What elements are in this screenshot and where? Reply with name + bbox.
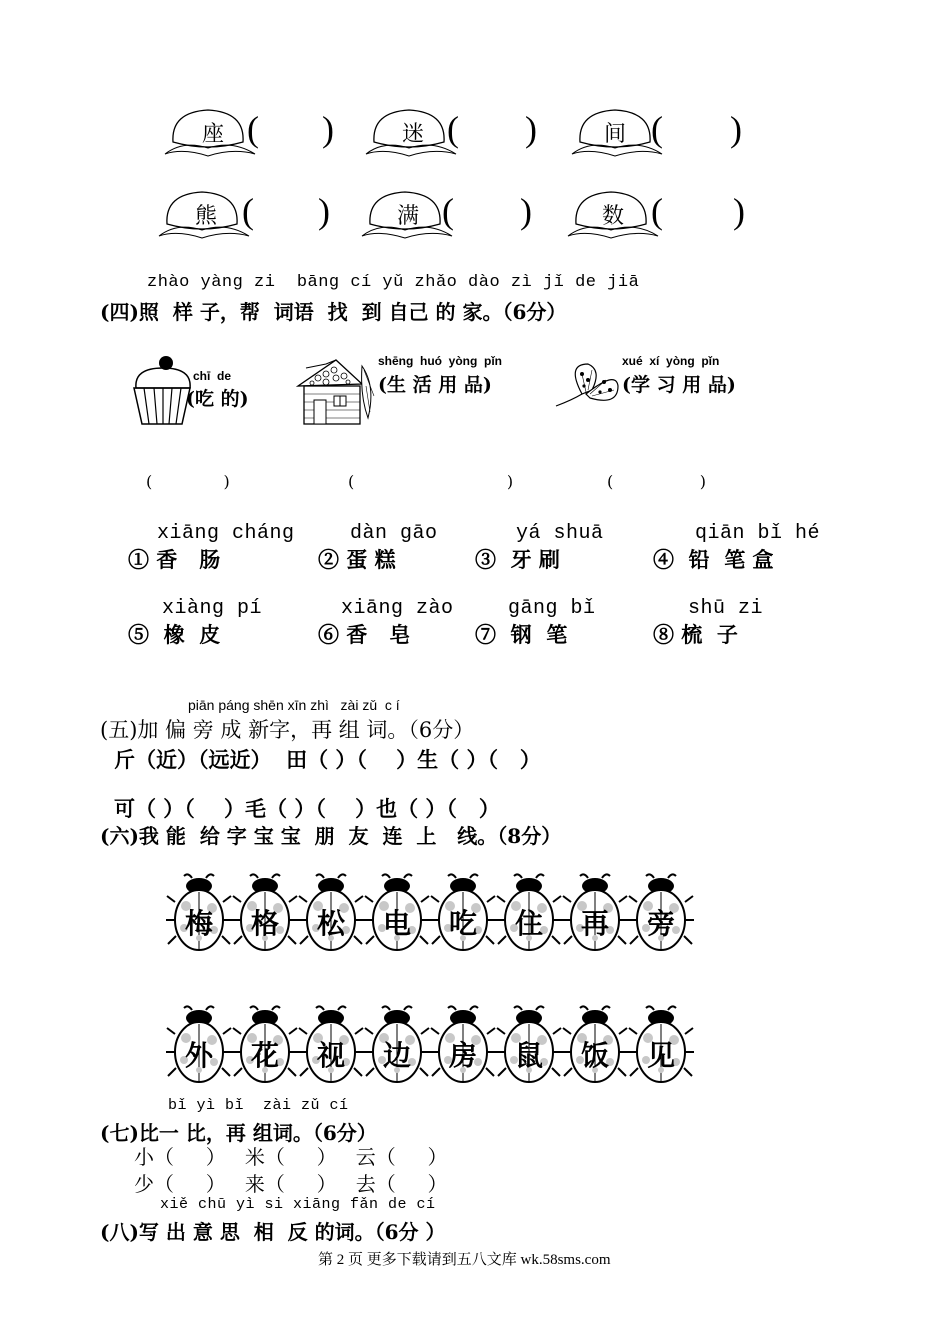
peach-char: 座 [201, 122, 224, 147]
section7-title: (七)比一 比，再 组词。（6分） [100, 1121, 377, 1145]
category-study: (学 习 用 品) [622, 374, 736, 396]
item-word: ⑧ 梳 子 [653, 622, 738, 647]
section5-title: (五)加 偏 旁 成 新字，再 组 词。（6分） [100, 718, 475, 742]
item-word: ② 蛋 糕 [318, 547, 396, 572]
section7-pinyin: bǐ yì bǐ zài zǔ cí [168, 1097, 349, 1114]
ladybug-char: 见 [646, 1039, 675, 1072]
item-word: ⑤ 橡 皮 [128, 622, 221, 647]
section5-row1: 斤（近）（远近） 田（ ）（ ）生（ ）（ ） [114, 747, 541, 772]
paren-open: ( [651, 109, 663, 149]
section8-pinyin: xiě chū yì si xiāng fǎn de cí [160, 1196, 436, 1213]
paren-open: ( [442, 191, 454, 231]
answer-blank-food[interactable]: ( ) [146, 472, 230, 491]
item-pinyin: xiàng pí [162, 597, 263, 620]
category-food-pinyin: chī de [193, 369, 232, 383]
peach-char: 迷 [401, 122, 424, 147]
section5-pinyin: piān páng shēn xīn zhì zài zǔ c í [188, 697, 400, 713]
ladybug-char: 吃 [448, 907, 477, 940]
item-word: ④ 铅 笔 盒 [653, 547, 774, 572]
category-daily: (生 活 用 品) [378, 374, 492, 396]
paren-open: ( [447, 109, 459, 149]
item-pinyin: xiāng cháng [157, 522, 295, 545]
answer-blank-daily[interactable]: ( ) [348, 472, 514, 491]
paren-close: ) [730, 109, 742, 149]
peach-char: 满 [396, 204, 419, 229]
item-word: ⑥ 香 皂 [318, 622, 411, 647]
answer-blank-study[interactable]: ( ) [607, 472, 706, 491]
section6-title: (六)我 能 给 字 宝 宝 朋 友 连 上 线。（8分） [100, 824, 562, 848]
section5-row2: 可（ ）（ ）毛（ ）（ ）也（ ）（ ） [114, 796, 500, 821]
paren-close: ) [520, 191, 532, 231]
item-word: ③ 牙 刷 [475, 547, 560, 572]
ladybug-char: 旁 [646, 907, 675, 940]
ladybug-char: 电 [382, 907, 411, 940]
item-word: ① 香 肠 [128, 547, 221, 572]
item-pinyin: qiān bǐ hé [695, 522, 821, 545]
peach-char: 间 [603, 122, 626, 147]
paren-open: ( [247, 109, 259, 149]
paren-open: ( [651, 191, 663, 231]
ladybug-char: 松 [316, 907, 345, 940]
category-food: (吃 的) [186, 388, 249, 410]
paren-close: ) [318, 191, 330, 231]
paren-close: ) [525, 109, 537, 149]
section8-title: (八)写 出 意 思 相 反 的词。（6分 ） [100, 1220, 446, 1244]
peach-char: 熊 [194, 204, 217, 229]
ladybug-char: 花 [250, 1039, 279, 1072]
butterfly-icon [552, 360, 622, 416]
item-pinyin: yá shuā [516, 522, 604, 545]
item-pinyin: gāng bǐ [508, 597, 596, 620]
ladybug-char: 梅 [184, 907, 213, 940]
ladybug-char: 饭 [580, 1039, 609, 1072]
item-pinyin: shū zi [688, 597, 764, 620]
item-pinyin: dàn gāo [350, 522, 438, 545]
category-study-pinyin: xué xí yòng pǐn [622, 354, 720, 368]
peach-char: 数 [601, 204, 624, 229]
section7-row2: 少（ ） 来（ ） 去（ ） [134, 1172, 448, 1196]
paren-open: ( [242, 191, 254, 231]
ladybug-char: 边 [382, 1039, 411, 1072]
ladybug-char: 房 [448, 1039, 477, 1072]
ladybug-char: 格 [250, 907, 279, 940]
ladybug-char: 住 [514, 907, 543, 940]
paren-close: ) [733, 191, 745, 231]
page-footer: 第 2 页 更多下载请到五八文库 wk.58sms.com [318, 1252, 611, 1268]
section4-title: (四)照 样 子，帮 词语 找 到 自己 的 家。（6分） [100, 300, 567, 324]
section7-row1: 小（ ） 米（ ） 云（ ） [134, 1145, 448, 1169]
paren-close: ) [322, 109, 334, 149]
house-icon [296, 356, 382, 428]
category-daily-pinyin: shēng huó yòng pǐn [378, 354, 502, 368]
ladybug-char: 视 [316, 1039, 345, 1072]
item-word: ⑦ 钢 笔 [475, 622, 568, 647]
ladybug-char: 再 [580, 907, 609, 940]
ladybug-char: 外 [184, 1039, 213, 1072]
section4-pinyin: zhào yàng zi bāng cí yǔ zhǎo dào zì jǐ de jiā [147, 273, 640, 292]
item-pinyin: xiāng zào [341, 597, 454, 620]
ladybug-char: 鼠 [514, 1039, 543, 1072]
